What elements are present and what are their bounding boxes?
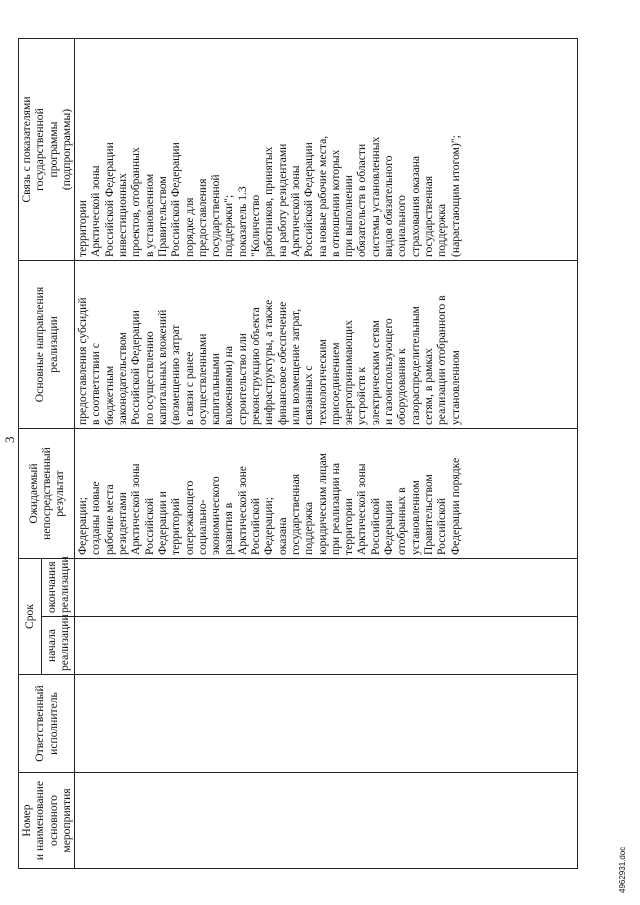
- header-responsible: Ответственный исполнитель: [19, 675, 75, 773]
- table-row: [75, 39, 578, 869]
- cell-number: [75, 773, 578, 869]
- header-directions: Основные направления реализации: [19, 261, 75, 429]
- header-result: Ожидаемый непосредственный результат: [19, 429, 75, 559]
- measures-table: [18, 38, 578, 869]
- header-end: окончания реализации: [41, 559, 75, 617]
- cell-link: территории Арктической зоны Российской Федерации инвестиционных проектов, отобранных в установленном Правительством Российской Федерации порядке для предоставления государственной поддержки"; показатель 1.3 "Количество работников, принятых на работу резидентами Арктической зоны Российской Федерации на новые рабочие места, в отношении которых при выполнении обязательств в области системы установленных видов обязательного социального страхования оказана государственная поддержка (нарастающим итогом)";: [75, 39, 578, 261]
- page-number: 3: [2, 436, 17, 443]
- footer-code: 4962931.doc: [618, 846, 627, 893]
- header-number-name: Номер и наименование основного мероприятия: [19, 773, 75, 869]
- cell-directions: предоставления субсидий в соответствии с бюджетным законодательством Российской Федерации по осуществлению капитальных вложений (возмещению затрат в связи с ранее осуществленными капитальными вложениями) на строительство или реконструкцию объекта инфраструктуры, а также финансовое обеспечение или возмещение затрат, связанных с технологическим присоединением энергопринимающих устройств к электрическим сетям и газоиспользующего оборудования к газораспределительным сетям, в рамках реализации отобранного в установленном: [75, 261, 578, 429]
- cell-end: [75, 559, 578, 617]
- header-start: начала реализации: [41, 617, 75, 675]
- cell-start: [75, 617, 578, 675]
- cell-result: Федерации; созданы новые рабочие места резидентами Арктической зоны Российской Федерации и территорий опережающего социально- экономического развития в Арктической зоне Российской Федерации; оказана государственная поддержка юридическим лицам при реализации на территории Арктической зоны Российской Федерации отобранных в установленном Правительством Российской Федерации порядке: [75, 429, 578, 559]
- header-link: Связь с показателями государственной программы (подпрограммы): [19, 39, 75, 261]
- header-term: Срок: [19, 559, 42, 675]
- cell-responsible: [75, 675, 578, 773]
